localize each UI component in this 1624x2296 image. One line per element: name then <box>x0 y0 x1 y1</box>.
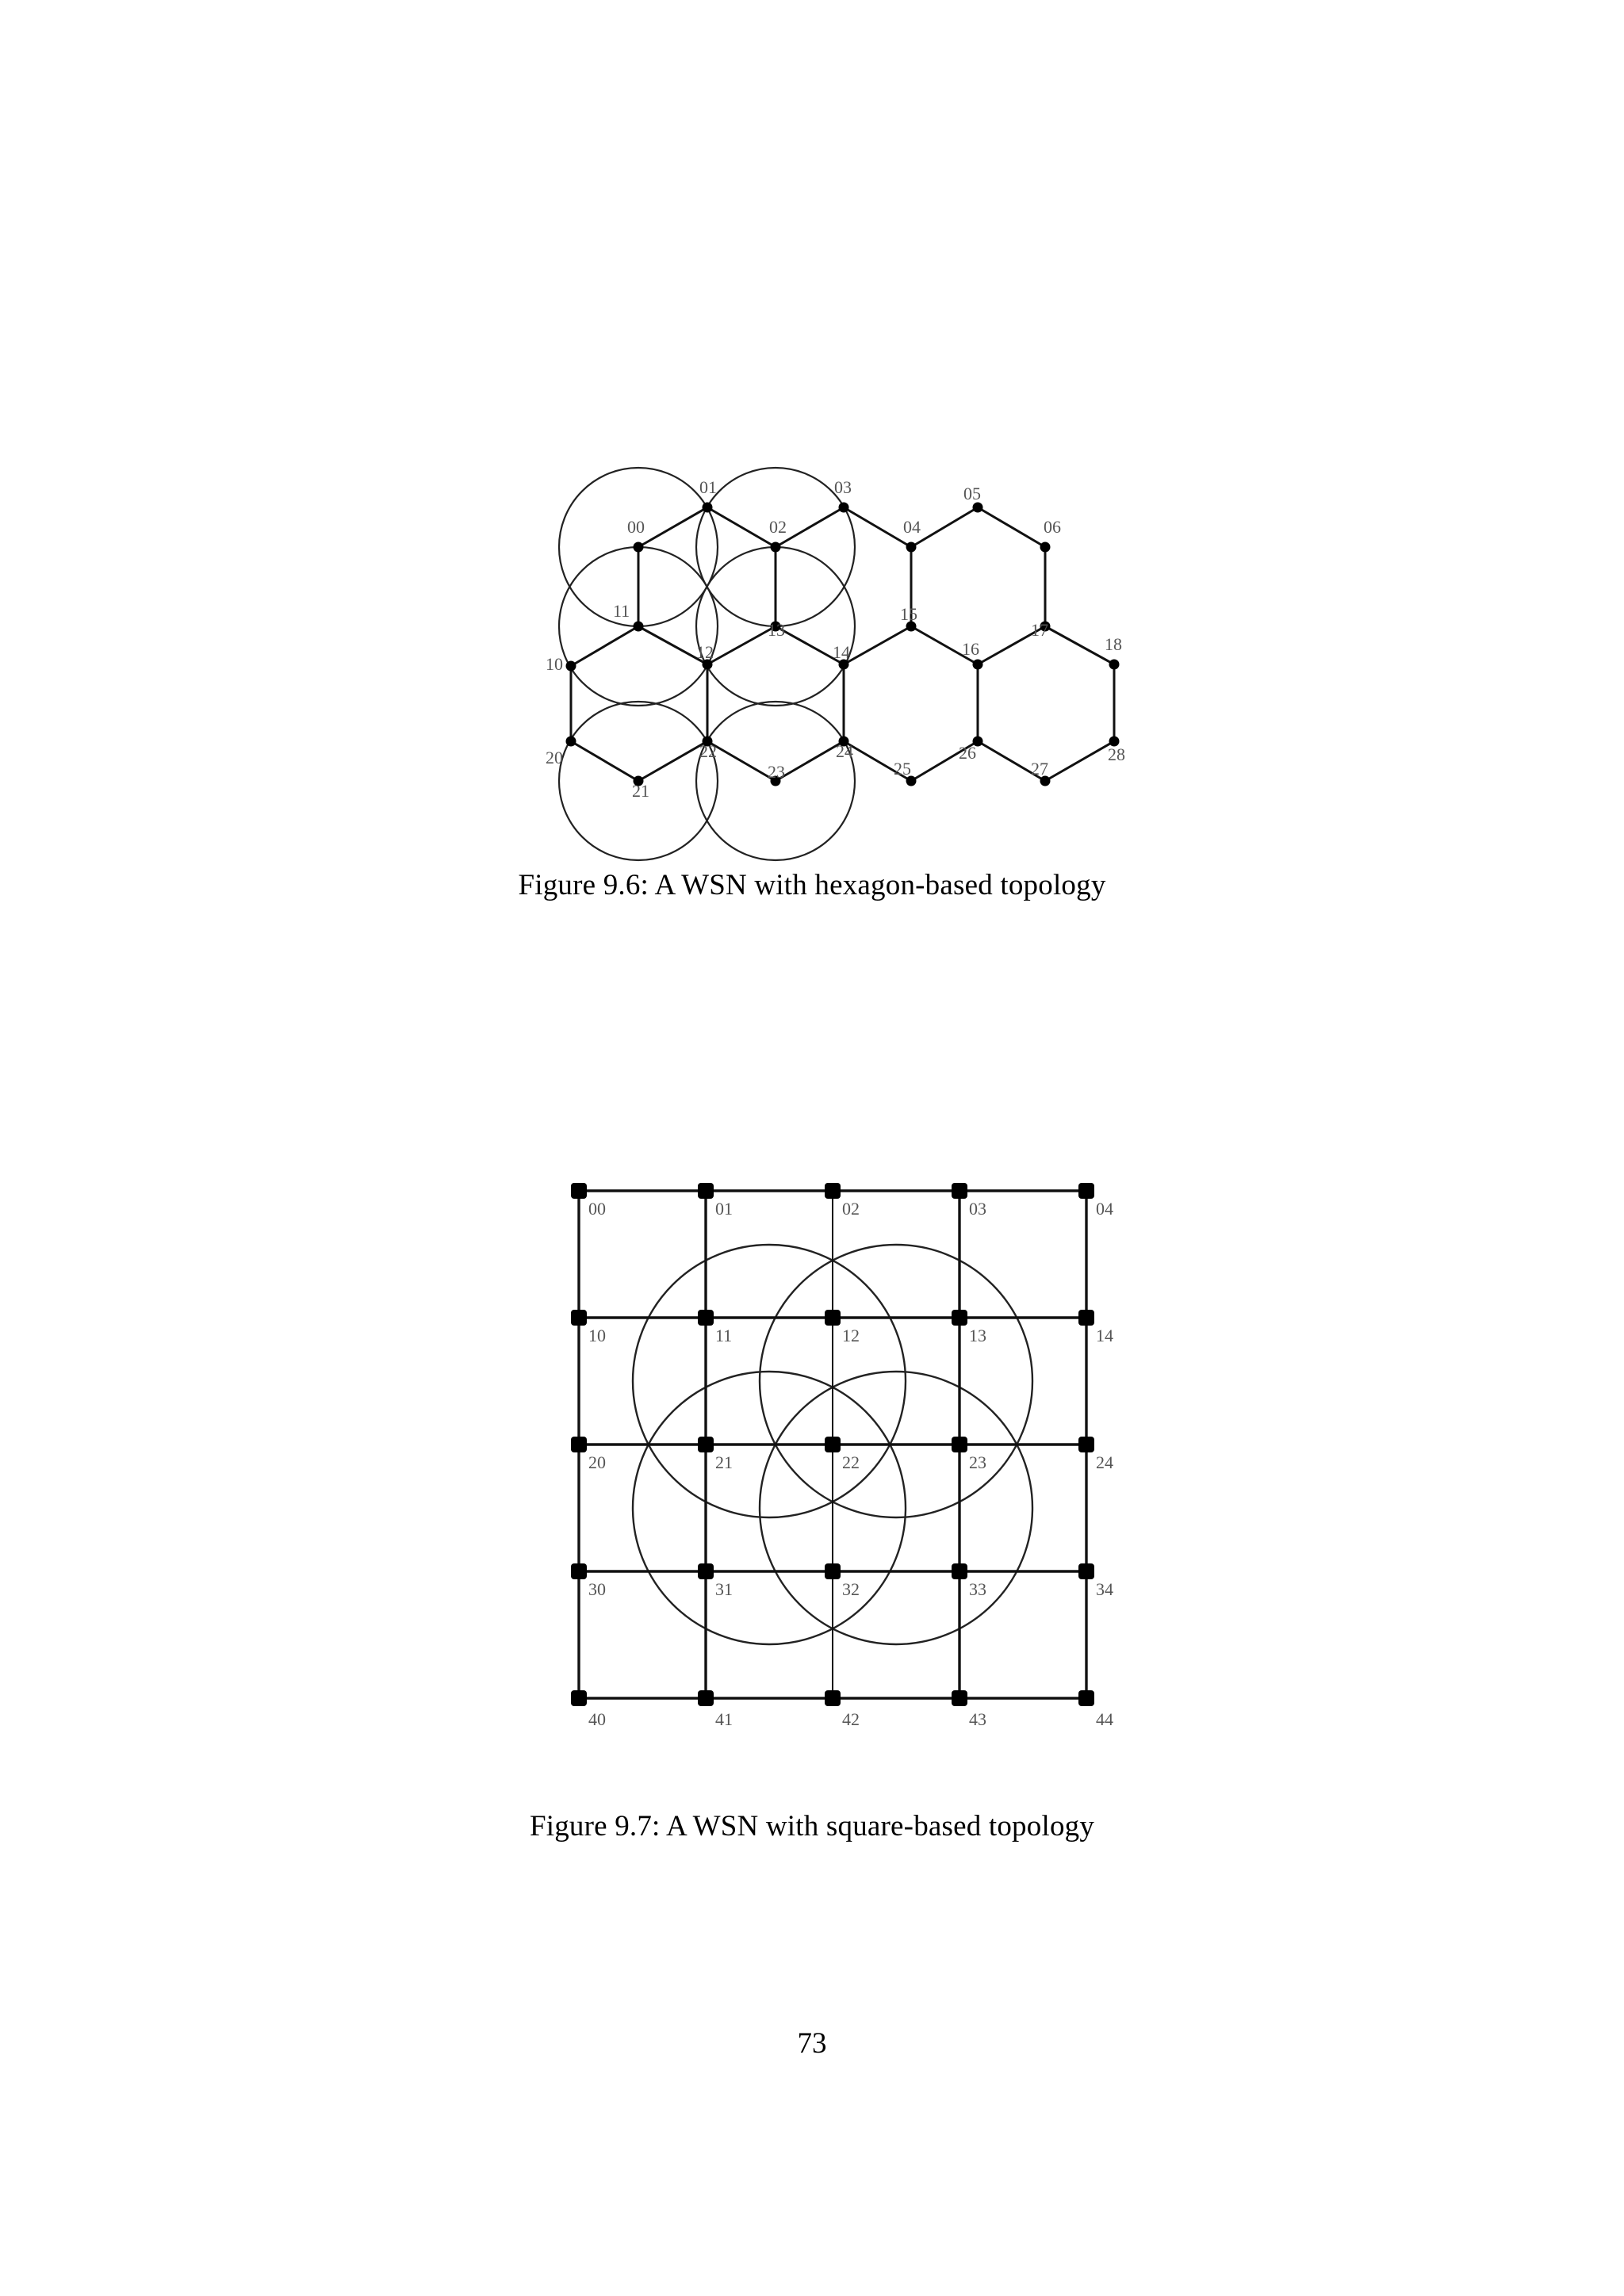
node-label-15: 15 <box>900 604 917 624</box>
node-label-23: 23 <box>768 762 785 782</box>
node-10 <box>571 1310 587 1326</box>
node-label-11: 11 <box>613 601 630 621</box>
node-05 <box>973 503 983 513</box>
node-10 <box>566 661 576 672</box>
node-20 <box>566 737 576 747</box>
hexagon-topology-diagram <box>539 477 1126 825</box>
node-label-03: 03 <box>969 1199 986 1219</box>
node-12 <box>825 1310 841 1326</box>
edge-10-11 <box>571 626 638 666</box>
node-02 <box>825 1183 841 1199</box>
node-label-02: 02 <box>769 517 787 537</box>
node-label-33: 33 <box>969 1579 986 1599</box>
node-11 <box>634 622 644 632</box>
edge-20-21 <box>571 741 638 781</box>
node-label-34: 34 <box>1096 1579 1113 1599</box>
coverage-circle-12 <box>760 1245 1032 1517</box>
node-label-01: 01 <box>715 1199 733 1219</box>
node-label-20: 20 <box>546 748 563 767</box>
node-16 <box>973 660 983 670</box>
node-33 <box>952 1563 967 1579</box>
edge-04-05 <box>911 507 978 547</box>
node-31 <box>698 1563 714 1579</box>
node-label-31: 31 <box>715 1579 733 1599</box>
node-30 <box>571 1563 587 1579</box>
node-label-22: 22 <box>842 1452 860 1472</box>
node-label-05: 05 <box>963 484 981 503</box>
node-02 <box>771 542 781 553</box>
node-label-13: 13 <box>969 1326 986 1345</box>
node-label-25: 25 <box>894 759 911 779</box>
node-label-24: 24 <box>1096 1452 1113 1472</box>
node-06 <box>1040 542 1051 553</box>
node-44 <box>1078 1690 1094 1706</box>
node-label-00: 00 <box>627 517 645 537</box>
node-label-03: 03 <box>834 477 852 497</box>
node-label-26: 26 <box>959 743 976 763</box>
node-label-12: 12 <box>842 1326 860 1345</box>
node-label-02: 02 <box>842 1199 860 1219</box>
node-22 <box>825 1437 841 1452</box>
node-label-00: 00 <box>588 1199 606 1219</box>
node-03 <box>952 1183 967 1199</box>
node-label-14: 14 <box>1096 1326 1113 1345</box>
node-43 <box>952 1690 967 1706</box>
edge-27-28 <box>1045 741 1114 781</box>
node-label-10: 10 <box>588 1326 606 1345</box>
node-00 <box>634 542 644 553</box>
node-label-32: 32 <box>842 1579 860 1599</box>
node-42 <box>825 1690 841 1706</box>
node-label-14: 14 <box>833 642 850 662</box>
node-13 <box>952 1310 967 1326</box>
node-14 <box>1078 1310 1094 1326</box>
node-label-44: 44 <box>1096 1709 1113 1729</box>
node-34 <box>1078 1563 1094 1579</box>
square-topology-diagram <box>547 1154 1142 1756</box>
node-label-28: 28 <box>1108 744 1125 764</box>
node-23 <box>952 1437 967 1452</box>
node-label-21: 21 <box>632 781 649 801</box>
figure-9-6-caption: Figure 9.6: A WSN with hexagon-based topology <box>518 869 1106 901</box>
node-label-10: 10 <box>546 654 563 674</box>
node-21 <box>698 1437 714 1452</box>
node-label-41: 41 <box>715 1709 733 1729</box>
node-label-27: 27 <box>1031 759 1048 779</box>
edge-05-06 <box>978 507 1045 547</box>
page-number: 73 <box>797 2027 827 2060</box>
node-04 <box>906 542 917 553</box>
node-label-17: 17 <box>1031 620 1048 640</box>
node-20 <box>571 1437 587 1452</box>
node-label-24: 24 <box>836 741 853 761</box>
hexagon-topology-figure <box>539 477 1126 825</box>
node-label-30: 30 <box>588 1579 606 1599</box>
figure-9-7-caption: Figure 9.7: A WSN with square-based topology <box>529 1810 1095 1843</box>
edge-17-18 <box>1045 626 1114 664</box>
node-label-21: 21 <box>715 1452 733 1472</box>
node-label-16: 16 <box>962 639 979 659</box>
square-topology-figure <box>547 1154 1142 1756</box>
node-label-11: 11 <box>715 1326 733 1345</box>
node-01 <box>698 1183 714 1199</box>
node-label-12: 12 <box>696 642 714 662</box>
node-label-22: 22 <box>699 741 717 761</box>
node-00 <box>571 1183 587 1199</box>
node-18 <box>1109 660 1120 670</box>
node-label-01: 01 <box>699 477 717 497</box>
coverage-circle-11 <box>633 1245 906 1517</box>
node-04 <box>1078 1183 1094 1199</box>
node-label-23: 23 <box>969 1452 986 1472</box>
coverage-circle-21 <box>633 1372 906 1644</box>
node-label-18: 18 <box>1105 634 1122 654</box>
edge-23-24 <box>776 741 844 781</box>
node-label-43: 43 <box>969 1709 986 1729</box>
node-label-04: 04 <box>903 517 921 537</box>
coverage-circle-22 <box>760 1372 1032 1644</box>
node-label-42: 42 <box>842 1709 860 1729</box>
node-01 <box>703 503 713 513</box>
node-32 <box>825 1563 841 1579</box>
node-11 <box>698 1310 714 1326</box>
node-40 <box>571 1690 587 1706</box>
node-label-13: 13 <box>768 620 785 640</box>
node-label-04: 04 <box>1096 1199 1113 1219</box>
node-03 <box>839 503 849 513</box>
node-label-20: 20 <box>588 1452 606 1472</box>
node-24 <box>1078 1437 1094 1452</box>
node-label-40: 40 <box>588 1709 606 1729</box>
node-label-06: 06 <box>1044 517 1061 537</box>
node-41 <box>698 1690 714 1706</box>
